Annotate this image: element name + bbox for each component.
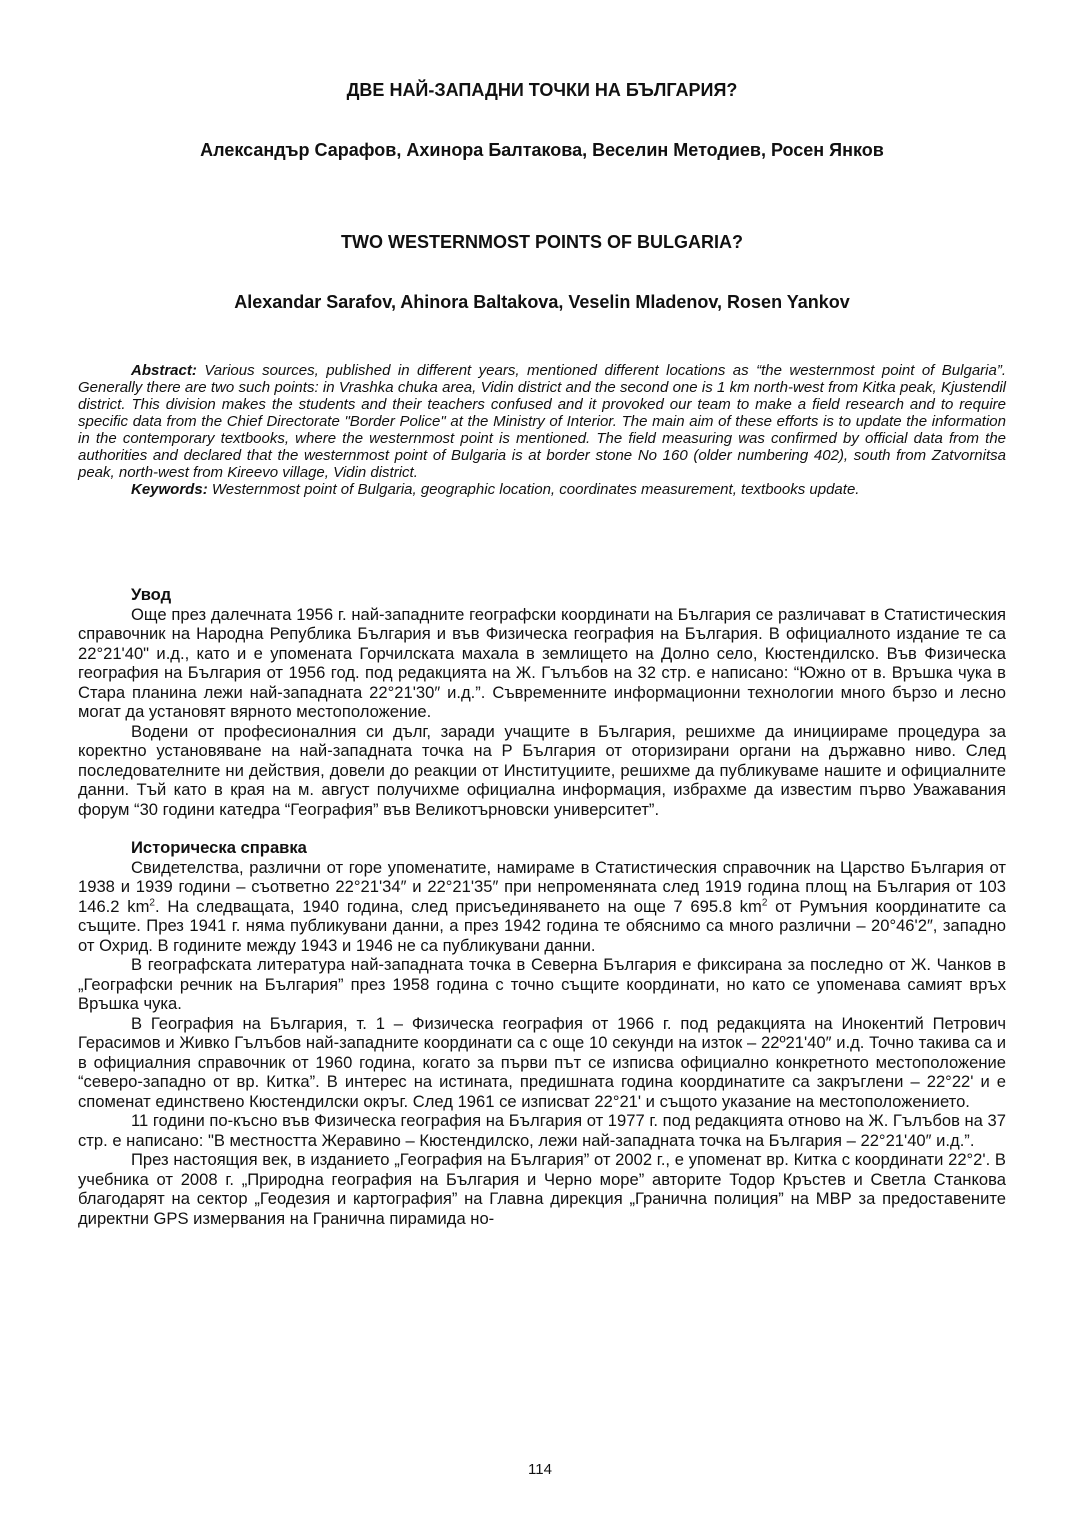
superscript-2: 2 (761, 896, 768, 908)
abstract-block (78, 362, 1006, 498)
title-english: TWO WESTERNMOST POINTS OF BULGARIA? (341, 232, 743, 252)
superscript-2: 2 (149, 896, 155, 908)
history-paragraph-5: През настоящия век, в изданието „География на България” от 2002 г., е упоменат вр. Китка с координати 22°2'. В учебника от 2008 г. „Природна география на България и Черно море” авторите Тодор Кръстев и Светла Станкова благодарят на сектор „Геодезия и картография” на Главна дирекция „Гранична полиция” на МВР за предоставените директни GPS измервания на Гранична пирамида но- (78, 1150, 1006, 1228)
history-paragraph-2: В географската литература най-западната точка в Северна България е фиксирана за последно от Ж. Чанков в „Географски речник на България” през 1958 година с точно същите координати, но като се упоменава самият връх Връшка чука. (78, 955, 1006, 1013)
abstract-text: Various sources, published in different years, mentioned different locations as “the westernmost point of Bulgaria”. Generally there are two such points: in Vrashka chuka area, Vidin district and the second one is 1 km north-west from Kitka peak, Kjustendil district. This division makes the students and their teachers confused and it provoked our team to make a field research and to require specific data from the Chief Directorate "Border Police" at the Ministry of Interior. The main aim of these efforts is to update the information in the contemporary textbooks, where the westernmost point is mentioned. The field measuring was confirmed by official data from the authorities and declared that the westernmost point of Bulgaria is at border stone No 160 (older numbering 402), south from Zatvornitsa peak, north-west from Kireevo village, Vidin district. (78, 362, 1006, 481)
authors-english: Alexandar Sarafov, Ahinora Baltakova, Veselin Mladenov, Rosen Yankov (234, 292, 850, 312)
history-p1-text-a: Свидетелства, различни от горе упоменатите, намираме в Статистическия справочник на Царство България от 1938 и 1939 години – съответно 22°21'34″ и 22°21'35″ при непроменяната след 1919 година площ на България от 103 146.2 km (78, 857, 1006, 916)
section-heading-history: Историческа справка (131, 838, 307, 857)
keywords-paragraph (78, 481, 1006, 498)
title-bulgarian: ДВЕ НАЙ-ЗАПАДНИ ТОЧКИ НА БЪЛГАРИЯ? (346, 80, 738, 100)
authors-bulgarian: Александър Сарафов, Ахинора Балтакова, Веселин Методиев, Росен Янков (200, 140, 884, 160)
intro-paragraph-1: Още през далечната 1956 г. най-западните географски координати на България се различават в Статистическия справочник на Народна Република България и във Физическа география на България. В официалното издание те са 22°21'40" и.д., като и е упомената Горчилската махала в землището на Долно село, Кюстендилско. Във Физическа география на България от 1956 год. под редакцията на Ж. Гълъбов на 32 стр. е написано: “Южно от в. Връшка чука в Стара планина лежи най-западната 22°21'30″ и.д.”. Съвременните информационни технологии много бързо и лесно могат да установят вярното местоположение. (78, 604, 1006, 721)
abstract-paragraph (78, 362, 1006, 481)
history-p1-text-e: от Румъния координатите са същите. През 1941 г. няма публикувани данни, а през 1942 година те обяснимо са много различни – 20°46'2″, западно от Охрид. В годините между 1943 и 1946 не са публикувани данни. (78, 896, 1006, 955)
history-paragraph-3: В География на България, т. 1 – Физическа география от 1966 г. под редакцията на Инокентий Петрович Герасимов и Живко Гълъбов най-западните координати са с още 10 секунди на изток – 22º21'40″ и.д. Точно такива са и в официалния справочник от 1960 година, когато за първи път се изписва официално конкретното местоположение “северо-западно от вр. Китка”. В интерес на истината, предишната година координатите са закръглени – 22°22' и е споменат единствено Кюстендилски окръг. След 1961 се изписват 22°21' и същото указание на местоположението. (78, 1013, 1006, 1111)
history-paragraph-4: 11 години по-късно във Физическа география на България от 1977 г. под редакцията отново на Ж. Гълъбов на 37 стр. е написано: "В местността Жеравино – Кюстендилско, лежи най-западната точка на България – 22°21'40″ и.д.”. (78, 1111, 1006, 1150)
page-number: 114 (528, 1461, 552, 1478)
section-heading-intro: Увод (131, 585, 172, 604)
keywords-text: Westernmost point of Bulgaria, geographic location, coordinates measurement, textbooks update. (207, 481, 860, 498)
history-paragraph-1 (78, 858, 1006, 956)
section-gap (78, 819, 1006, 838)
intro-paragraph-2: Водени от професионалния си дълг, заради учащите в България, решихме да инициираме процедура за коректно установяване на най-западната точка на Р България от оторизирани органи на държавно ниво. След последователните ни действия, довели до реакции от Институциите, решихме да публикуваме нашите и официалните данни. Тъй като в края на м. август получихме официална информация, избрахме да известим първо Уважавания форум “30 години катедра “География” във Великотърновски университет”. (78, 721, 1006, 819)
history-p1-text-c: . На следващата, 1940 година, след присъединяването на още 7 695.8 km (154, 896, 762, 916)
abstract-label: Abstract: (131, 362, 197, 379)
keywords-label: Keywords: (131, 481, 208, 498)
paper-body (78, 585, 1006, 1228)
